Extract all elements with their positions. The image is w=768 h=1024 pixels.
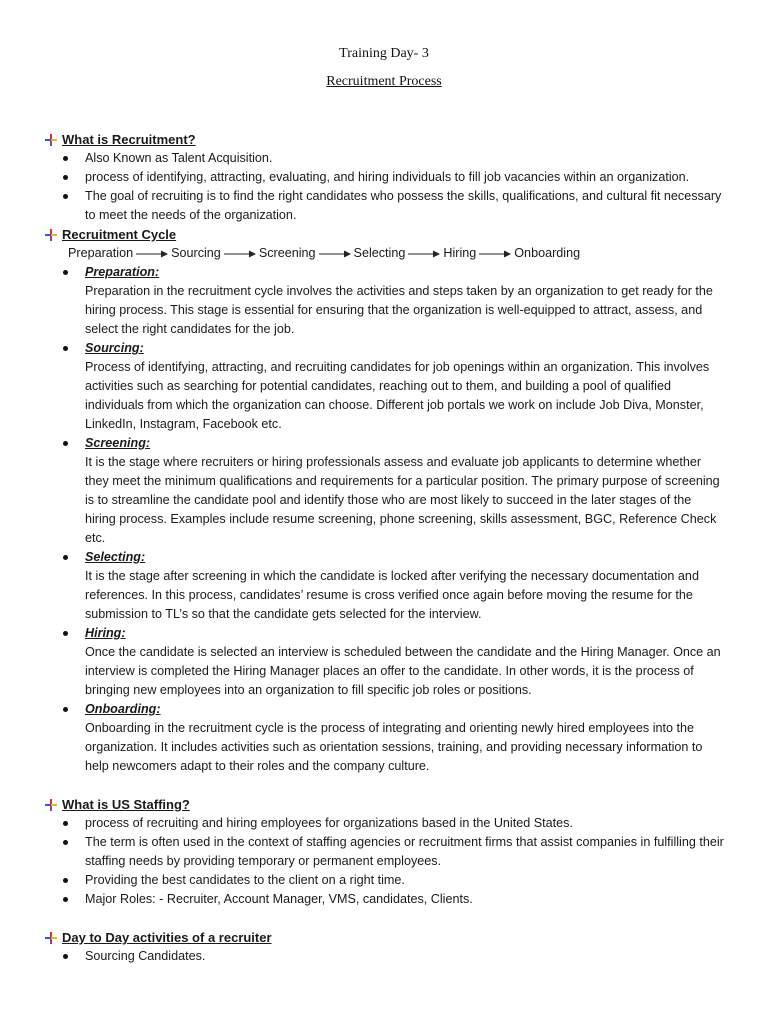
bullet-text: The term is often used in the context of staffing agencies or recruitment firms that assist companies in fulfilling their staffing needs by providing temporary or permanent employees.	[85, 835, 724, 868]
cycle-step: Preparation	[68, 246, 134, 260]
list-item	[44, 263, 724, 339]
list-item	[44, 149, 724, 168]
four-color-arrow-bullet-icon	[44, 798, 58, 812]
bullet-text: Also Known as Talent Acquisition.	[85, 151, 273, 165]
stage-text: It is the stage after screening in which the candidate is locked after verifying the necessary documentation and references. In this process, candidates’ resume is cross verified once again before moving the resume for the submission to TL’s so that the candidate gets selected for the interview.	[85, 569, 699, 621]
bullet-dot	[63, 954, 68, 959]
cycle-step: Hiring	[443, 246, 477, 260]
bullet-dot	[63, 156, 68, 161]
cycle-step: Selecting	[353, 246, 406, 260]
bullet-dot	[63, 346, 68, 351]
doc-title: Training Day- 3	[339, 46, 429, 61]
section-heading-day-to-day	[44, 928, 724, 947]
bullet-dot	[63, 840, 68, 845]
stage-title: Sourcing:	[85, 341, 144, 355]
stage-title: Onboarding:	[85, 702, 161, 716]
bullet-dot	[63, 175, 68, 180]
spacer	[44, 909, 724, 928]
list-item	[44, 814, 724, 833]
heading-text: Recruitment Cycle	[62, 227, 177, 242]
four-color-arrow-bullet-icon	[44, 228, 58, 242]
stage-title: Screening:	[85, 436, 151, 450]
stage-title: Selecting:	[85, 550, 146, 564]
cycle-step: Onboarding	[514, 246, 581, 260]
bullet-dot	[63, 878, 68, 883]
bullet-dot	[63, 441, 68, 446]
stage-text: Onboarding in the recruitment cycle is the process of integrating and orienting newly hired employees into the organization. It includes activities such as orientation sessions, training, and providing necessary information to help newcomers adapt to their roles and the company culture.	[85, 721, 703, 773]
list-item	[44, 700, 724, 776]
right-arrow-icon	[223, 249, 257, 259]
list-item	[44, 434, 724, 548]
bullet-text: process of identifying, attracting, evaluating, and hiring individuals to fill job vacancies within an organization.	[85, 170, 690, 184]
doc-subtitle: Recruitment Process	[326, 74, 442, 89]
bullet-dot	[63, 270, 68, 275]
stage-text: Preparation in the recruitment cycle involves the activities and steps taken by an organization to get ready for the hiring process. This stage is essential for ensuring that the organization is well-equipped to attract, assess, and select the right candidates for the job.	[85, 284, 713, 336]
list-item	[44, 890, 724, 909]
recruitment-cycle-flow	[44, 244, 724, 263]
heading-text: What is US Staffing?	[62, 797, 190, 812]
right-arrow-icon	[478, 249, 512, 259]
section-heading-recruitment-cycle	[44, 225, 724, 244]
bullet-text: Major Roles: - Recruiter, Account Manager, VMS, candidates, Clients.	[85, 892, 473, 906]
section-heading-recruitment	[44, 130, 724, 149]
stage-text: Process of identifying, attracting, and recruiting candidates for job openings within an organization. This involves activities such as searching for potential candidates, reaching out to them, and building a pool of qualified individuals from which the organization can choose. Different job portals we work on include Job Diva, Monster, LinkedIn, Instagram, Facebook etc.	[85, 360, 710, 431]
bullet-dot	[63, 631, 68, 636]
heading-text: Day to Day activities of a recruiter	[62, 930, 272, 945]
list-item	[44, 833, 724, 871]
list-item	[44, 947, 724, 966]
list-item	[44, 548, 724, 624]
four-color-arrow-bullet-icon	[44, 133, 58, 147]
list-item	[44, 168, 724, 187]
us-staffing-bullet-list	[44, 814, 724, 909]
heading-text: What is Recruitment?	[62, 132, 196, 147]
stage-title: Hiring:	[85, 626, 126, 640]
bullet-text: Sourcing Candidates.	[85, 949, 206, 963]
cycle-stage-list	[44, 263, 724, 776]
stage-text: It is the stage where recruiters or hiring professionals assess and evaluate job applicants to determine whether they meet the minimum qualifications and requirements for a particular position. The primary purpose of screening is to streamline the candidate pool and identify those who are most likely to succeed in the later stages of the hiring process. Examples include resume screening, phone screening, skills assessment, BGC, Reference Check etc.	[85, 455, 720, 545]
bullet-dot	[63, 707, 68, 712]
bullet-text: Providing the best candidates to the client on a right time.	[85, 873, 405, 887]
section-heading-us-staffing	[44, 795, 724, 814]
day-to-day-bullet-list	[44, 947, 724, 966]
stage-text: Once the candidate is selected an interview is scheduled between the candidate and the Hiring Manager. Once an interview is completed the Hiring Manager places an offer to the candidate. In other words, it is the process of bringing new employees into an organization to fill specific job roles or positions.	[85, 645, 721, 697]
bullet-text: process of recruiting and hiring employees for organizations based in the United States.	[85, 816, 573, 830]
bullet-text: The goal of recruiting is to find the right candidates who possess the skills, qualifications, and cultural fit necessary to meet the needs of the organization.	[85, 189, 722, 222]
list-item	[44, 339, 724, 434]
cycle-step: Screening	[258, 246, 316, 260]
list-item	[44, 187, 724, 225]
four-color-arrow-bullet-icon	[44, 931, 58, 945]
list-item	[44, 871, 724, 890]
bullet-dot	[63, 821, 68, 826]
bullet-dot	[63, 194, 68, 199]
cycle-step: Sourcing	[171, 246, 221, 260]
stage-title: Preparation:	[85, 265, 160, 279]
bullet-dot	[63, 897, 68, 902]
right-arrow-icon	[135, 249, 169, 259]
right-arrow-icon	[318, 249, 352, 259]
list-item	[44, 624, 724, 700]
recruitment-bullet-list	[44, 149, 724, 225]
spacer	[44, 776, 724, 795]
right-arrow-icon	[407, 249, 441, 259]
doc-content	[44, 130, 724, 966]
bullet-dot	[63, 555, 68, 560]
